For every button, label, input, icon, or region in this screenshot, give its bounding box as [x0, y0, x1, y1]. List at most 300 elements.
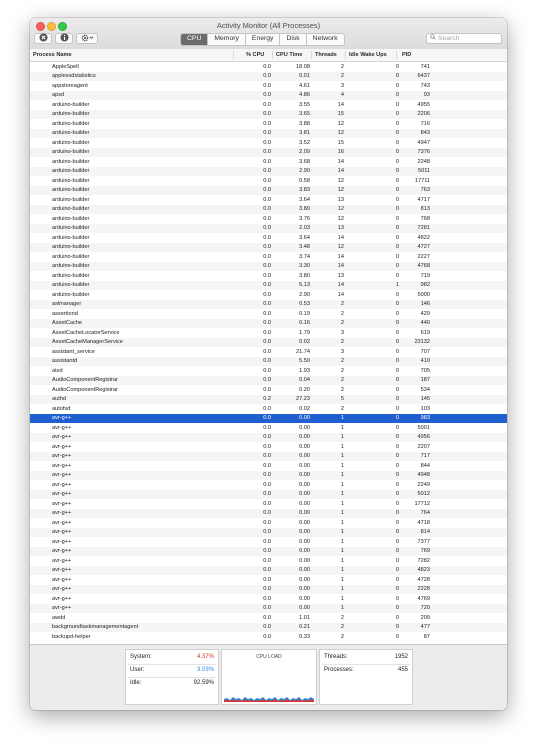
cpu-time-cell: 3.80: [299, 206, 310, 213]
column-divider: [311, 51, 312, 59]
threads-cell: 14: [337, 263, 344, 270]
pid-cell: 4955: [417, 101, 430, 108]
table-row[interactable]: [30, 252, 507, 262]
column-header-pid[interactable]: PID: [402, 52, 412, 58]
threads-cell: 1: [340, 481, 344, 488]
process-name-cell: arduino-builder: [52, 149, 90, 156]
cpu-percent-cell: 0.0: [263, 576, 271, 583]
table-row[interactable]: [30, 518, 507, 528]
cpu-percent-cell: 0.0: [263, 291, 271, 298]
idle-wake-ups-cell: 0: [395, 624, 399, 631]
cpu-time-cell: 2.90: [299, 291, 310, 298]
pid-cell: 187: [420, 377, 430, 384]
cpu-percent-cell: 0.0: [263, 329, 271, 336]
idle-wake-ups-cell: 0: [395, 405, 399, 412]
idle-wake-ups-cell: 0: [395, 101, 399, 108]
process-name-cell: autofsd: [52, 405, 71, 412]
pid-cell: 814: [420, 529, 430, 536]
table-header: [30, 49, 507, 62]
threads-cell: 1: [340, 491, 344, 498]
threads-cell: 2: [340, 386, 344, 393]
pid-cell: 619: [420, 329, 430, 336]
table-row[interactable]: [30, 547, 507, 557]
system-label: System:: [130, 654, 152, 660]
process-name-cell: appstoreagent: [52, 82, 88, 89]
cpu-time-cell: 2.09: [299, 149, 310, 156]
process-name-cell: backgroundtaskmanagementagent: [52, 624, 139, 631]
threads-cell: 14: [337, 253, 344, 260]
processes-label: Processes:: [324, 667, 354, 673]
cpu-percent-cell: 0.0: [263, 386, 271, 393]
threads-value: 1952: [394, 654, 408, 660]
process-name-cell: AudioComponentRegistrar: [52, 386, 118, 393]
cpu-time-cell: 0.00: [299, 462, 310, 469]
column-header-cpu[interactable]: % CPU: [246, 52, 265, 58]
process-name-cell: assistant_service: [52, 348, 95, 355]
tab-energy[interactable]: Energy: [246, 34, 281, 45]
table-row[interactable]: [30, 395, 507, 405]
cpu-percent-cell: 0.0: [263, 253, 271, 260]
pid-cell: 6437: [417, 73, 430, 80]
pid-cell: 7377: [417, 538, 430, 545]
threads-cell: 4: [340, 92, 344, 99]
system-value: 4.37%: [196, 654, 214, 660]
threads-cell: 16: [337, 149, 344, 156]
cpu-percent-cell: 0.0: [263, 272, 271, 279]
process-name-cell: avr-g++: [52, 595, 72, 602]
process-name-cell: arduino-builder: [52, 111, 90, 118]
table-row[interactable]: [30, 195, 507, 205]
tab-cpu[interactable]: CPU: [181, 34, 208, 45]
table-row[interactable]: [30, 585, 507, 595]
table-row[interactable]: [30, 594, 507, 604]
process-count-box: [319, 649, 413, 705]
process-table: [30, 62, 507, 664]
process-name-cell: apsd: [52, 92, 65, 99]
threads-cell: 3: [340, 329, 344, 336]
idle-wake-ups-cell: 0: [395, 272, 399, 279]
pid-cell: 17711: [414, 177, 430, 184]
idle-wake-ups-cell: 0: [395, 92, 399, 99]
pid-cell: 763: [420, 187, 430, 194]
divider: [128, 677, 216, 678]
process-name-cell: arduino-builder: [52, 253, 90, 260]
table-row[interactable]: [30, 461, 507, 471]
cpu-time-cell: 0.21: [299, 624, 310, 631]
idle-wake-ups-cell: 0: [395, 415, 399, 422]
idle-wake-ups-cell: 0: [395, 595, 399, 602]
user-value: 3.03%: [196, 667, 214, 673]
table-row[interactable]: [30, 480, 507, 490]
table-row[interactable]: [30, 499, 507, 509]
cpu-time-cell: 3.76: [299, 215, 310, 222]
table-row[interactable]: [30, 414, 507, 424]
process-name-cell: authd: [52, 396, 66, 403]
table-row[interactable]: [30, 509, 507, 519]
cpu-time-cell: 3.68: [299, 158, 310, 165]
process-name-cell: arduino-builder: [52, 215, 90, 222]
pid-cell: 982: [420, 282, 430, 289]
cpu-percent-cell: 0.0: [263, 367, 271, 374]
cpu-percent-cell: 0.0: [263, 500, 271, 507]
table-row[interactable]: [30, 490, 507, 500]
table-row[interactable]: [30, 205, 507, 215]
idle-wake-ups-cell: 0: [395, 605, 399, 612]
idle-wake-ups-cell: 0: [395, 557, 399, 564]
pid-cell: 717: [420, 453, 430, 460]
threads-cell: 1: [340, 586, 344, 593]
cpu-percent-cell: 0.0: [263, 63, 271, 70]
cpu-time-cell: 0.00: [299, 415, 310, 422]
activity-monitor-window: [30, 18, 507, 710]
table-row[interactable]: [30, 623, 507, 633]
idle-wake-ups-cell: 0: [395, 500, 399, 507]
cpu-time-cell: 0.00: [299, 557, 310, 564]
process-name-cell: arduino-builder: [52, 206, 90, 213]
threads-cell: 14: [337, 234, 344, 241]
table-row[interactable]: [30, 537, 507, 547]
cpu-time-cell: 0.01: [299, 73, 310, 80]
pid-cell: 2227: [417, 253, 430, 260]
idle-wake-ups-cell: 0: [395, 82, 399, 89]
cpu-percent-cell: 0.0: [263, 92, 271, 99]
pid-cell: 4822: [417, 234, 430, 241]
process-name-cell: arduino-builder: [52, 272, 90, 279]
idle-wake-ups-cell: 0: [395, 301, 399, 308]
cpu-time-cell: 0.00: [299, 567, 310, 574]
cpu-percent-cell: 0.0: [263, 168, 271, 175]
table-row[interactable]: [30, 167, 507, 177]
threads-cell: 13: [337, 272, 344, 279]
process-name-cell: arduino-builder: [52, 282, 90, 289]
cpu-percent-cell: 0.0: [263, 111, 271, 118]
table-row[interactable]: [30, 119, 507, 129]
process-name-cell: awdd: [52, 614, 66, 621]
idle-wake-ups-cell: 0: [395, 215, 399, 222]
process-name-cell: avr-g++: [52, 481, 72, 488]
process-name-cell: avr-g++: [52, 567, 72, 574]
process-name-cell: avr-g++: [52, 586, 72, 593]
process-name-cell: avr-g++: [52, 500, 72, 507]
quit-process-button[interactable]: [34, 33, 52, 44]
table-row[interactable]: [30, 556, 507, 566]
table-row[interactable]: [30, 347, 507, 357]
cpu-percent-cell: 0.0: [263, 453, 271, 460]
cpu-load-label: CPU LOAD: [256, 654, 282, 660]
table-row[interactable]: [30, 138, 507, 148]
action-menu-button[interactable]: [76, 33, 98, 44]
idle-wake-ups-cell: 0: [395, 291, 399, 298]
pid-cell: 4947: [417, 139, 430, 146]
table-row[interactable]: [30, 224, 507, 234]
idle-wake-ups-cell: 0: [395, 377, 399, 384]
pid-cell: 103: [420, 405, 430, 412]
column-divider: [396, 51, 397, 59]
cpu-percent-cell: 0.0: [263, 491, 271, 498]
process-name-cell: avr-g++: [52, 576, 72, 583]
cpu-percent-cell: 0.0: [263, 149, 271, 156]
threads-cell: 12: [337, 130, 344, 137]
threads-cell: 14: [337, 158, 344, 165]
process-name-cell: avr-g++: [52, 538, 72, 545]
pid-cell: 813: [420, 206, 430, 213]
cpu-time-cell: 2.03: [299, 225, 310, 232]
pid-cell: 17712: [414, 500, 430, 507]
pid-cell: 4948: [417, 472, 430, 479]
cpu-time-cell: 18.08: [296, 63, 310, 70]
threads-cell: 12: [337, 244, 344, 251]
pid-cell: 768: [420, 215, 430, 222]
table-row[interactable]: [30, 376, 507, 386]
process-name-cell: arduino-builder: [52, 187, 90, 194]
threads-cell: 1: [340, 453, 344, 460]
cpu-percent-cell: 0.0: [263, 310, 271, 317]
pid-cell: 93: [423, 92, 430, 99]
table-row[interactable]: [30, 442, 507, 452]
threads-cell: 1: [340, 567, 344, 574]
threads-cell: 2: [340, 301, 344, 308]
cpu-time-cell: 0.00: [299, 434, 310, 441]
cpu-percent-cell: 0.0: [263, 196, 271, 203]
threads-cell: 14: [337, 282, 344, 289]
cpu-percent-cell: 0.0: [263, 339, 271, 346]
pid-cell: 4717: [417, 196, 430, 203]
cpu-time-cell: 0.53: [299, 301, 310, 308]
cpu-percent-cell: 0.0: [263, 548, 271, 555]
cpu-time-cell: 0.04: [299, 377, 310, 384]
table-row[interactable]: [30, 62, 507, 72]
cpu-percent-cell: 0.0: [263, 605, 271, 612]
user-label: User:: [130, 667, 145, 673]
tab-memory[interactable]: Memory: [208, 34, 246, 45]
table-row[interactable]: [30, 290, 507, 300]
table-row[interactable]: [30, 233, 507, 243]
pid-cell: 145: [420, 396, 430, 403]
idle-wake-ups-cell: 0: [395, 130, 399, 137]
pid-cell: 5012: [417, 491, 430, 498]
table-row[interactable]: [30, 452, 507, 462]
threads-cell: 2: [340, 633, 344, 640]
cpu-percent-cell: 0.0: [263, 529, 271, 536]
pid-cell: 720: [420, 605, 430, 612]
table-row[interactable]: [30, 271, 507, 281]
table-row[interactable]: [30, 157, 507, 167]
pid-cell: 2248: [417, 158, 430, 165]
table-row[interactable]: [30, 214, 507, 224]
process-name-cell: avr-g++: [52, 443, 72, 450]
pid-cell: 2207: [417, 443, 430, 450]
idle-wake-ups-cell: 0: [395, 149, 399, 156]
pid-cell: 5000: [417, 291, 430, 298]
idle-wake-ups-cell: 0: [395, 510, 399, 517]
pid-cell: 4727: [417, 244, 430, 251]
process-name-cell: avr-g++: [52, 548, 72, 555]
process-name-cell: arduino-builder: [52, 168, 90, 175]
idle-wake-ups-cell: 0: [395, 576, 399, 583]
cpu-time-cell: 4.86: [299, 92, 310, 99]
idle-wake-ups-cell: 0: [395, 206, 399, 213]
pid-cell: 7281: [417, 225, 430, 232]
process-name-cell: avr-g++: [52, 415, 72, 422]
idle-wake-ups-cell: 0: [395, 111, 399, 118]
table-row[interactable]: [30, 300, 507, 310]
threads-cell: 1: [340, 519, 344, 526]
table-row[interactable]: [30, 423, 507, 433]
idle-wake-ups-cell: 0: [395, 567, 399, 574]
tab-disk[interactable]: Disk: [280, 34, 306, 45]
table-row[interactable]: [30, 319, 507, 329]
table-row[interactable]: [30, 471, 507, 481]
idle-wake-ups-cell: 0: [395, 253, 399, 260]
threads-cell: 1: [340, 472, 344, 479]
threads-cell: 1: [340, 576, 344, 583]
pid-cell: 87: [423, 633, 430, 640]
cpu-time-cell: 21.74: [296, 348, 310, 355]
idle-wake-ups-cell: 0: [395, 586, 399, 593]
threads-cell: 1: [340, 529, 344, 536]
search-placeholder: Search: [437, 35, 460, 42]
table-row[interactable]: [30, 148, 507, 158]
table-row[interactable]: [30, 604, 507, 614]
pid-cell: 4768: [417, 263, 430, 270]
idle-wake-ups-cell: 0: [395, 187, 399, 194]
threads-cell: 2: [340, 377, 344, 384]
table-row[interactable]: [30, 81, 507, 91]
tab-network[interactable]: Network: [312, 35, 338, 42]
column-header-idle-wake-ups[interactable]: Idle Wake Ups: [349, 52, 387, 58]
inspect-process-button[interactable]: [55, 33, 73, 44]
table-row[interactable]: [30, 338, 507, 348]
table-row[interactable]: [30, 72, 507, 82]
threads-cell: 13: [337, 225, 344, 232]
threads-cell: 1: [340, 434, 344, 441]
cpu-percent-cell: 0.0: [263, 282, 271, 289]
cpu-load-box: [221, 649, 317, 705]
pid-cell: 743: [420, 82, 430, 89]
table-row[interactable]: [30, 357, 507, 367]
process-name-cell: backupd-helper: [52, 633, 91, 640]
cpu-percent-cell: 0.0: [263, 510, 271, 517]
process-name-cell: arduino-builder: [52, 234, 90, 241]
threads-cell: 12: [337, 177, 344, 184]
window-title: Activity Monitor (All Processes): [216, 21, 321, 30]
cpu-percent-cell: 0.0: [263, 187, 271, 194]
idle-wake-ups-cell: 0: [395, 320, 399, 327]
process-name-cell: AudioComponentRegistrar: [52, 377, 118, 384]
table-row[interactable]: [30, 309, 507, 319]
idle-wake-ups-cell: 0: [395, 396, 399, 403]
threads-cell: 5: [340, 396, 344, 403]
threads-cell: 1: [340, 595, 344, 602]
process-name-cell: arduino-builder: [52, 263, 90, 270]
cpu-percent-cell: 0.0: [263, 244, 271, 251]
threads-cell: 15: [337, 111, 344, 118]
table-row[interactable]: [30, 575, 507, 585]
pid-cell: 844: [420, 462, 430, 469]
table-row[interactable]: [30, 110, 507, 120]
cpu-percent-cell: 0.0: [263, 567, 271, 574]
pid-cell: 429: [420, 310, 430, 317]
table-row[interactable]: [30, 366, 507, 376]
cpu-percent-cell: 0.0: [263, 320, 271, 327]
table-row[interactable]: [30, 385, 507, 395]
table-row[interactable]: [30, 176, 507, 186]
cpu-percent-cell: 0.0: [263, 101, 271, 108]
cpu-time-cell: 3.65: [299, 111, 310, 118]
idle-wake-ups-cell: 0: [395, 519, 399, 526]
cpu-percent-cell: 0.0: [263, 263, 271, 270]
column-header-process-name[interactable]: Process Name: [33, 52, 72, 58]
search-icon: [430, 35, 438, 42]
table-row[interactable]: [30, 129, 507, 139]
table-row[interactable]: [30, 281, 507, 291]
cpu-time-cell: 0.00: [299, 548, 310, 555]
cpu-time-cell: 0.19: [299, 310, 310, 317]
cpu-time-cell: 0.00: [299, 529, 310, 536]
pid-cell: 769: [420, 548, 430, 555]
column-header-cpu-time[interactable]: CPU Time: [276, 52, 303, 58]
process-name-cell: avr-g++: [52, 453, 72, 460]
cpu-time-cell: 0.00: [299, 453, 310, 460]
cpu-time-cell: 0.00: [299, 500, 310, 507]
column-header-threads[interactable]: Threads: [315, 52, 337, 58]
idle-wake-ups-cell: 0: [395, 614, 399, 621]
idle-wake-ups-cell: 0: [395, 339, 399, 346]
idle-wake-ups-cell: 0: [395, 63, 399, 70]
cpu-time-cell: 0.00: [299, 576, 310, 583]
cpu-time-cell: 0.00: [299, 510, 310, 517]
process-name-cell: arduino-builder: [52, 225, 90, 232]
table-row[interactable]: [30, 613, 507, 623]
table-row[interactable]: [30, 186, 507, 196]
idle-wake-ups-cell: 0: [395, 177, 399, 184]
table-row[interactable]: [30, 404, 507, 414]
table-row[interactable]: [30, 433, 507, 443]
table-row[interactable]: [30, 91, 507, 101]
cpu-percent-cell: 0.0: [263, 139, 271, 146]
search-field[interactable]: [426, 33, 502, 44]
process-name-cell: assertiond: [52, 310, 78, 317]
cpu-time-cell: 4.61: [299, 82, 310, 89]
cpu-time-cell: 0.00: [299, 586, 310, 593]
table-row[interactable]: [30, 528, 507, 538]
pid-cell: 477: [420, 624, 430, 631]
cpu-percent-cell: 0.0: [263, 595, 271, 602]
table-row[interactable]: [30, 262, 507, 272]
idle-wake-ups-cell: 0: [395, 548, 399, 555]
threads-label: Threads:: [324, 654, 348, 660]
idle-wake-ups-cell: 0: [395, 453, 399, 460]
cpu-load-graph: [224, 661, 314, 703]
cpu-time-cell: 0.00: [299, 605, 310, 612]
divider: [128, 664, 216, 665]
table-row[interactable]: [30, 566, 507, 576]
pid-cell: 7376: [417, 149, 430, 156]
table-row[interactable]: [30, 328, 507, 338]
table-row[interactable]: [30, 243, 507, 253]
cpu-percent-cell: 0.0: [263, 177, 271, 184]
column-divider: [233, 51, 234, 59]
threads-cell: 2: [340, 614, 344, 621]
idle-wake-ups-cell: 0: [395, 348, 399, 355]
pid-cell: 410: [420, 358, 430, 365]
cpu-time-cell: 3.81: [299, 130, 310, 137]
table-row[interactable]: [30, 632, 507, 642]
threads-cell: 1: [340, 462, 344, 469]
cpu-time-cell: 0.00: [299, 519, 310, 526]
cpu-time-cell: 0.00: [299, 491, 310, 498]
table-row[interactable]: [30, 100, 507, 110]
